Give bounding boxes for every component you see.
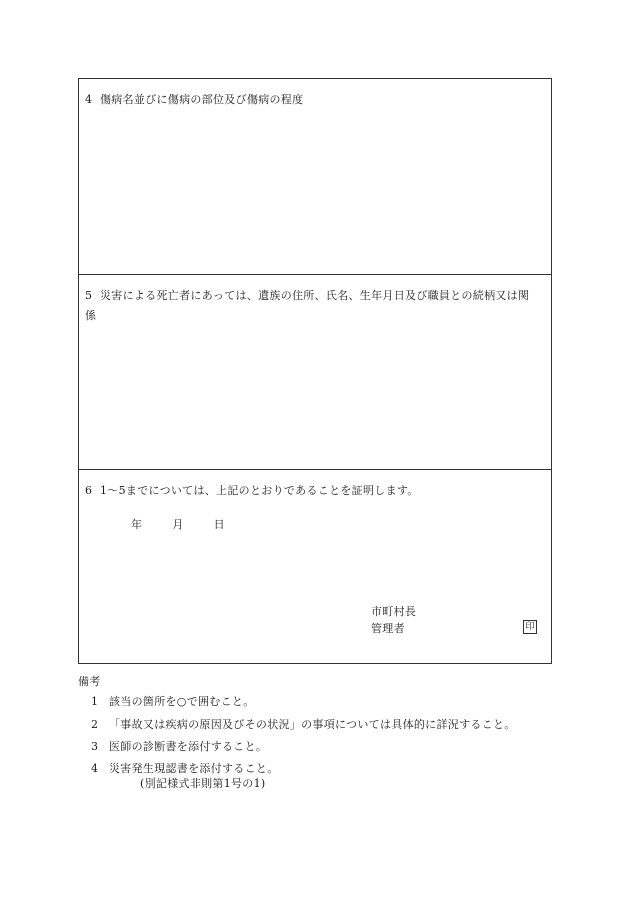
remark-item <box>91 716 516 732</box>
section-6-number: 6 <box>85 484 93 497</box>
date-line <box>131 516 255 532</box>
section-certification <box>79 470 551 663</box>
section-6-text: 1〜5までについては、上記のとおりであることを証明します。 <box>100 484 419 497</box>
remark-number: 4 <box>91 762 99 775</box>
remark-number: 1 <box>91 695 99 708</box>
date-year-label: 年 <box>131 518 143 531</box>
section-bereaved-family <box>79 275 551 470</box>
remark-number: 3 <box>91 740 99 753</box>
section-injury-details <box>79 79 551 275</box>
section-4-text: 傷病名並びに傷病の部位及び傷病の程度 <box>100 93 304 106</box>
section-6-label <box>85 481 545 501</box>
remark-text: 災害発生現認書を添付すること。 <box>109 762 279 775</box>
remark-number: 2 <box>91 718 99 731</box>
section-5-number: 5 <box>85 289 93 302</box>
signatory-mayor: 市町村長 <box>371 605 417 618</box>
seal-mark: 印 <box>523 620 537 634</box>
section-4-label <box>85 90 545 110</box>
remarks-title: 備考 <box>78 675 101 688</box>
remark-item <box>91 760 279 776</box>
remark-item <box>91 693 255 709</box>
section-5-label <box>85 286 545 326</box>
form-table <box>78 78 552 664</box>
remark-text: 「事故又は疾病の原因及びその状況」の事項については具体的に詳況すること。 <box>109 718 516 731</box>
section-4-number: 4 <box>85 93 93 106</box>
date-month-label: 月 <box>172 518 184 531</box>
date-day-label: 日 <box>213 518 225 531</box>
remark-item <box>91 738 267 754</box>
signatory-manager: 管理者 <box>371 622 405 635</box>
form-reference-note: (別記様式非則第1号の1) <box>140 777 266 790</box>
remark-text: 医師の診断書を添付すること。 <box>109 740 268 753</box>
section-5-text: 災害による死亡者にあっては、遺族の住所、氏名、生年月日及び職員との続柄又は関 係 <box>85 289 530 322</box>
remark-text: 該当の箇所を○で囲むこと。 <box>109 695 255 708</box>
